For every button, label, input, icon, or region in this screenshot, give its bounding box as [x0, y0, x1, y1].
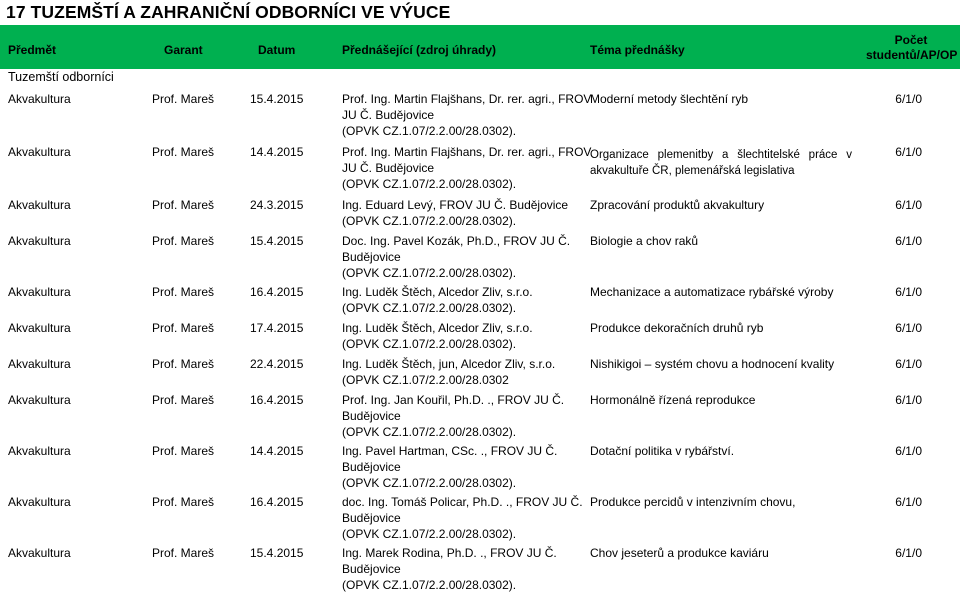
- cell-guarantor: Prof. Mareš: [152, 321, 215, 335]
- lecturer-line: (OPVK CZ.1.07/2.2.00/28.0302).: [342, 476, 517, 490]
- cell-date: 15.4.2015: [250, 546, 304, 560]
- lecturer-line: Prof. Ing. Martin Flajšhans, Dr. rer. agri., FROV: [342, 92, 592, 106]
- lecturer-line: Ing. Eduard Levý, FROV JU Č. Budějovice: [342, 198, 569, 212]
- cell-subject: Akvakultura: [8, 546, 71, 560]
- lecturer-line: Budějovice: [342, 250, 401, 264]
- cell-topic: Hormonálně řízená reprodukce: [590, 393, 756, 407]
- cell-date: 16.4.2015: [250, 285, 304, 299]
- page-title: 17 TUZEMŠTÍ A ZAHRANIČNÍ ODBORNÍCI VE VÝUCE: [6, 2, 451, 22]
- cell-lecturer: [342, 284, 533, 316]
- cell-count: 6/1/0: [895, 285, 922, 299]
- cell-subject: Akvakultura: [8, 393, 71, 407]
- cell-guarantor: Prof. Mareš: [152, 393, 215, 407]
- cell-count: 6/1/0: [895, 234, 922, 248]
- lecturer-line: Ing. Marek Rodina, Ph.D. ., FROV JU Č.: [342, 546, 557, 560]
- section-label: Tuzemští odborníci: [8, 70, 114, 84]
- cell-topic: Chov jeseterů a produkce kaviáru: [590, 546, 769, 560]
- cell-count: 6/1/0: [895, 92, 922, 106]
- lecturer-line: (OPVK CZ.1.07/2.2.00/28.0302).: [342, 337, 517, 351]
- cell-date: 22.4.2015: [250, 357, 304, 371]
- cell-date: 14.4.2015: [250, 145, 304, 159]
- lecturer-line: Ing. Luděk Štěch, jun, Alcedor Zliv, s.r.o.: [342, 357, 556, 371]
- cell-subject: Akvakultura: [8, 321, 71, 335]
- cell-lecturer: [342, 545, 557, 593]
- header-lecturer: Přednášející (zdroj úhrady): [342, 43, 497, 57]
- cell-topic: Dotační politika v rybářství.: [590, 444, 735, 458]
- cell-topic: Biologie a chov raků: [590, 234, 699, 248]
- lecturer-line: (OPVK CZ.1.07/2.2.00/28.0302: [342, 373, 509, 387]
- cell-count: 6/1/0: [895, 495, 922, 509]
- header-date: Datum: [258, 43, 296, 57]
- cell-subject: Akvakultura: [8, 92, 71, 106]
- cell-date: 16.4.2015: [250, 495, 304, 509]
- lecturer-line: (OPVK CZ.1.07/2.2.00/28.0302).: [342, 214, 517, 228]
- cell-topic: Produkce dekoračních druhů ryb: [590, 321, 764, 335]
- header-topic: Téma přednášky: [590, 43, 685, 57]
- cell-topic: Nishikigoi – systém chovu a hodnocení kvality: [590, 357, 835, 371]
- lecturer-line: (OPVK CZ.1.07/2.2.00/28.0302).: [342, 425, 517, 439]
- cell-date: 14.4.2015: [250, 444, 304, 458]
- cell-date: 15.4.2015: [250, 234, 304, 248]
- lecturer-line: (OPVK CZ.1.07/2.2.00/28.0302).: [342, 177, 517, 191]
- lecturer-line: Prof. Ing. Martin Flajšhans, Dr. rer. agri., FROV: [342, 145, 592, 159]
- cell-lecturer: [342, 144, 591, 192]
- lecturer-line: (OPVK CZ.1.07/2.2.00/28.0302).: [342, 578, 517, 592]
- cell-guarantor: Prof. Mareš: [152, 198, 215, 212]
- cell-guarantor: Prof. Mareš: [152, 145, 215, 159]
- cell-lecturer: [342, 392, 564, 440]
- cell-count: 6/1/0: [895, 393, 922, 407]
- cell-subject: Akvakultura: [8, 495, 71, 509]
- header-guarantor: Garant: [164, 43, 203, 57]
- cell-date: 16.4.2015: [250, 393, 304, 407]
- lecturer-line: Ing. Luděk Štěch, Alcedor Zliv, s.r.o.: [342, 321, 533, 335]
- cell-subject: Akvakultura: [8, 444, 71, 458]
- lecturer-line: (OPVK CZ.1.07/2.2.00/28.0302).: [342, 124, 517, 138]
- cell-count: 6/1/0: [895, 546, 922, 560]
- lecturer-line: (OPVK CZ.1.07/2.2.00/28.0302).: [342, 301, 517, 315]
- cell-guarantor: Prof. Mareš: [152, 495, 215, 509]
- lecturer-line: Budějovice: [342, 511, 401, 525]
- lecturer-line: doc. Ing. Tomáš Policar, Ph.D. ., FROV JU Č.: [342, 495, 583, 509]
- cell-guarantor: Prof. Mareš: [152, 546, 215, 560]
- header-count-line1: Počet: [894, 33, 928, 47]
- cell-lecturer: [342, 443, 557, 491]
- lecturer-line: Doc. Ing. Pavel Kozák, Ph.D., FROV JU Č.: [342, 234, 571, 248]
- cell-count: 6/1/0: [895, 321, 922, 335]
- cell-subject: Akvakultura: [8, 198, 71, 212]
- lecturer-line: Ing. Pavel Hartman, CSc. ., FROV JU Č.: [342, 444, 558, 458]
- lecturer-line: Ing. Luděk Štěch, Alcedor Zliv, s.r.o.: [342, 285, 533, 299]
- cell-subject: Akvakultura: [8, 285, 71, 299]
- lecturer-line: Budějovice: [342, 562, 401, 576]
- cell-date: 24.3.2015: [250, 198, 304, 212]
- lecturer-line: Prof. Ing. Jan Kouřil, Ph.D. ., FROV JU Č.: [342, 393, 565, 407]
- table-header: [0, 25, 960, 69]
- header-count: [866, 33, 956, 63]
- cell-count: 6/1/0: [895, 198, 922, 212]
- cell-date: 17.4.2015: [250, 321, 304, 335]
- cell-topic: Produkce percidů v intenzivním chovu,: [590, 495, 796, 509]
- cell-lecturer: [342, 356, 555, 388]
- cell-topic: Organizace plemenitby a šlechtitelské práce v akvakultuře ČR, plemenářská legislativa: [590, 149, 852, 177]
- cell-guarantor: Prof. Mareš: [152, 92, 215, 106]
- cell-date: 15.4.2015: [250, 92, 304, 106]
- header-count-line2: studentů/AP/OP: [866, 48, 958, 62]
- cell-count: 6/1/0: [895, 444, 922, 458]
- cell-lecturer: [342, 233, 570, 281]
- cell-count: 6/1/0: [895, 145, 922, 159]
- cell-lecturer: [342, 494, 583, 542]
- lecturer-line: JU Č. Budějovice: [342, 161, 435, 175]
- cell-lecturer: [342, 91, 591, 139]
- lecturer-line: (OPVK CZ.1.07/2.2.00/28.0302).: [342, 266, 517, 280]
- lecturer-line: (OPVK CZ.1.07/2.2.00/28.0302).: [342, 527, 517, 541]
- lecturer-line: Budějovice: [342, 409, 401, 423]
- cell-subject: Akvakultura: [8, 145, 71, 159]
- cell-count: 6/1/0: [895, 357, 922, 371]
- lecturer-line: Budějovice: [342, 460, 401, 474]
- cell-lecturer: [342, 320, 533, 352]
- cell-subject: Akvakultura: [8, 234, 71, 248]
- cell-guarantor: Prof. Mareš: [152, 234, 215, 248]
- cell-lecturer: [342, 197, 568, 229]
- cell-topic: Zpracování produktů akvakultury: [590, 198, 765, 212]
- cell-subject: Akvakultura: [8, 357, 71, 371]
- cell-guarantor: Prof. Mareš: [152, 357, 215, 371]
- lecturer-line: JU Č. Budějovice: [342, 108, 435, 122]
- cell-guarantor: Prof. Mareš: [152, 285, 215, 299]
- header-subject: Předmět: [8, 43, 57, 57]
- cell-topic: Moderní metody šlechtění ryb: [590, 92, 749, 106]
- cell-guarantor: Prof. Mareš: [152, 444, 215, 458]
- cell-topic: Mechanizace a automatizace rybářské výroby: [590, 285, 834, 299]
